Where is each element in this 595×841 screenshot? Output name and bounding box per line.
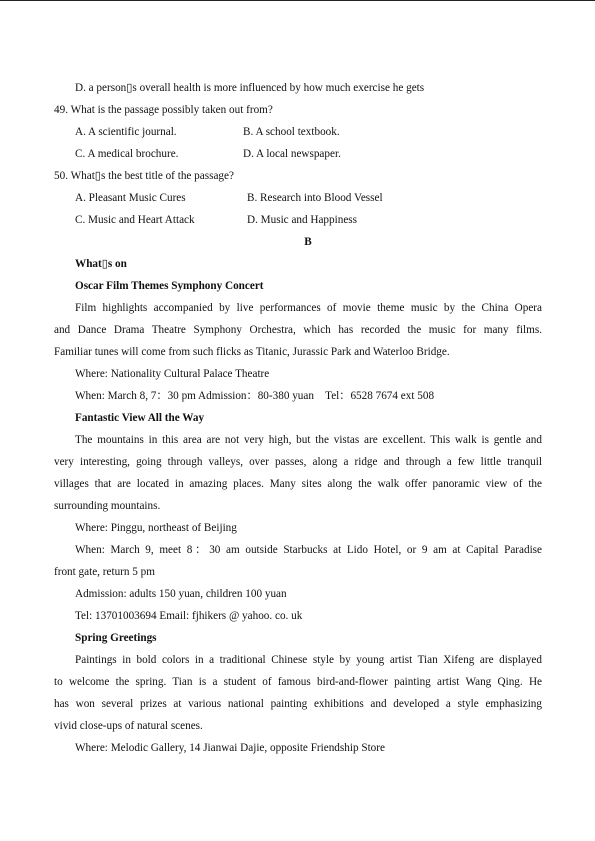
q49-options-row-1 [54,121,542,143]
fantastic-para-line: surrounding mountains. [54,500,161,512]
q49-option-d: D. A local newspaper. [243,148,341,160]
fantastic-contact: Tel: 13701003694 Email: fjhikers @ yahoo. co. uk [75,610,303,622]
section-heading: What▯s on [75,258,127,270]
fantastic-when-line: When: March 9, meet 8：30 am outside Starbucks at Lido Hotel, or 9 am at Capital Paradise [75,544,542,556]
fantastic-where: Where: Pinggu, northeast of Beijing [75,522,237,534]
section-label: B [304,236,312,248]
q50-option-d: D. Music and Happiness [247,214,357,226]
oscar-where: Where: Nationality Cultural Palace Theatre [75,368,270,380]
spring-para-line: has won several prizes at various national painting exhibitions and developed a style emphasizing [54,698,542,710]
oscar-when: When: March 8, 7：30 pm Admission：80-380 yuan Tel：6528 7674 ext 508 [75,390,435,402]
q50-option-b: B. Research into Blood Vessel [247,192,383,204]
q50-options-row-2 [54,209,542,231]
q48-option-d: D. a person▯s overall health is more influenced by how much exercise he gets [75,82,425,94]
fantastic-title: Fantastic View All the Way [75,412,205,424]
oscar-para-line: Film highlights accompanied by live performances of movie theme music by the China Opera [75,302,542,314]
fantastic-admission: Admission: adults 150 yuan, children 100 yuan [75,588,287,600]
q49-option-c: C. A medical brochure. [75,148,179,160]
q49-question: 49. What is the passage possibly taken out from? [54,104,273,116]
fantastic-para-line: very interesting, going through valleys, over passes, along a ridge and through a few little tranquil [54,456,542,468]
spring-para-line: Paintings in bold colors in a traditional Chinese style by young artist Tian Xifeng are displayed [75,654,542,666]
q50-option-c: C. Music and Heart Attack [75,214,195,226]
spring-title: Spring Greetings [75,632,157,644]
q49-options-row-2 [54,143,542,165]
fantastic-para-line: The mountains in this area are not very high, but the vistas are excellent. This walk is gentle and [75,434,542,446]
document-page [54,77,542,759]
fantastic-when-line: front gate, return 5 pm [54,566,155,578]
q50-options-row-1 [54,187,542,209]
oscar-para-line: Familiar tunes will come from such flicks as Titanic, Jurassic Park and Waterloo Bridge. [54,346,450,358]
spring-para-line: vivid close-ups of natural scenes. [54,720,203,732]
q50-option-a: A. Pleasant Music Cures [75,192,186,204]
spring-where: Where: Melodic Gallery, 14 Jianwai Dajie, opposite Friendship Store [75,742,385,754]
spring-para-line: to welcome the spring. Tian is a student of famous bird-and-flower painting artist Wang Qing. He [54,676,542,688]
top-rule [0,0,595,1]
fantastic-para-line: villages that are located in amazing places. Many sites along the walk offer panoramic view of the [54,478,542,490]
q49-option-a: A. A scientific journal. [75,126,177,138]
oscar-para-line: and Dance Drama Theatre Symphony Orchestra, which has recorded the music for many films. [54,324,542,336]
q49-option-b: B. A school textbook. [243,126,340,138]
q50-question: 50. What▯s the best title of the passage? [54,170,234,182]
oscar-title: Oscar Film Themes Symphony Concert [75,280,264,292]
